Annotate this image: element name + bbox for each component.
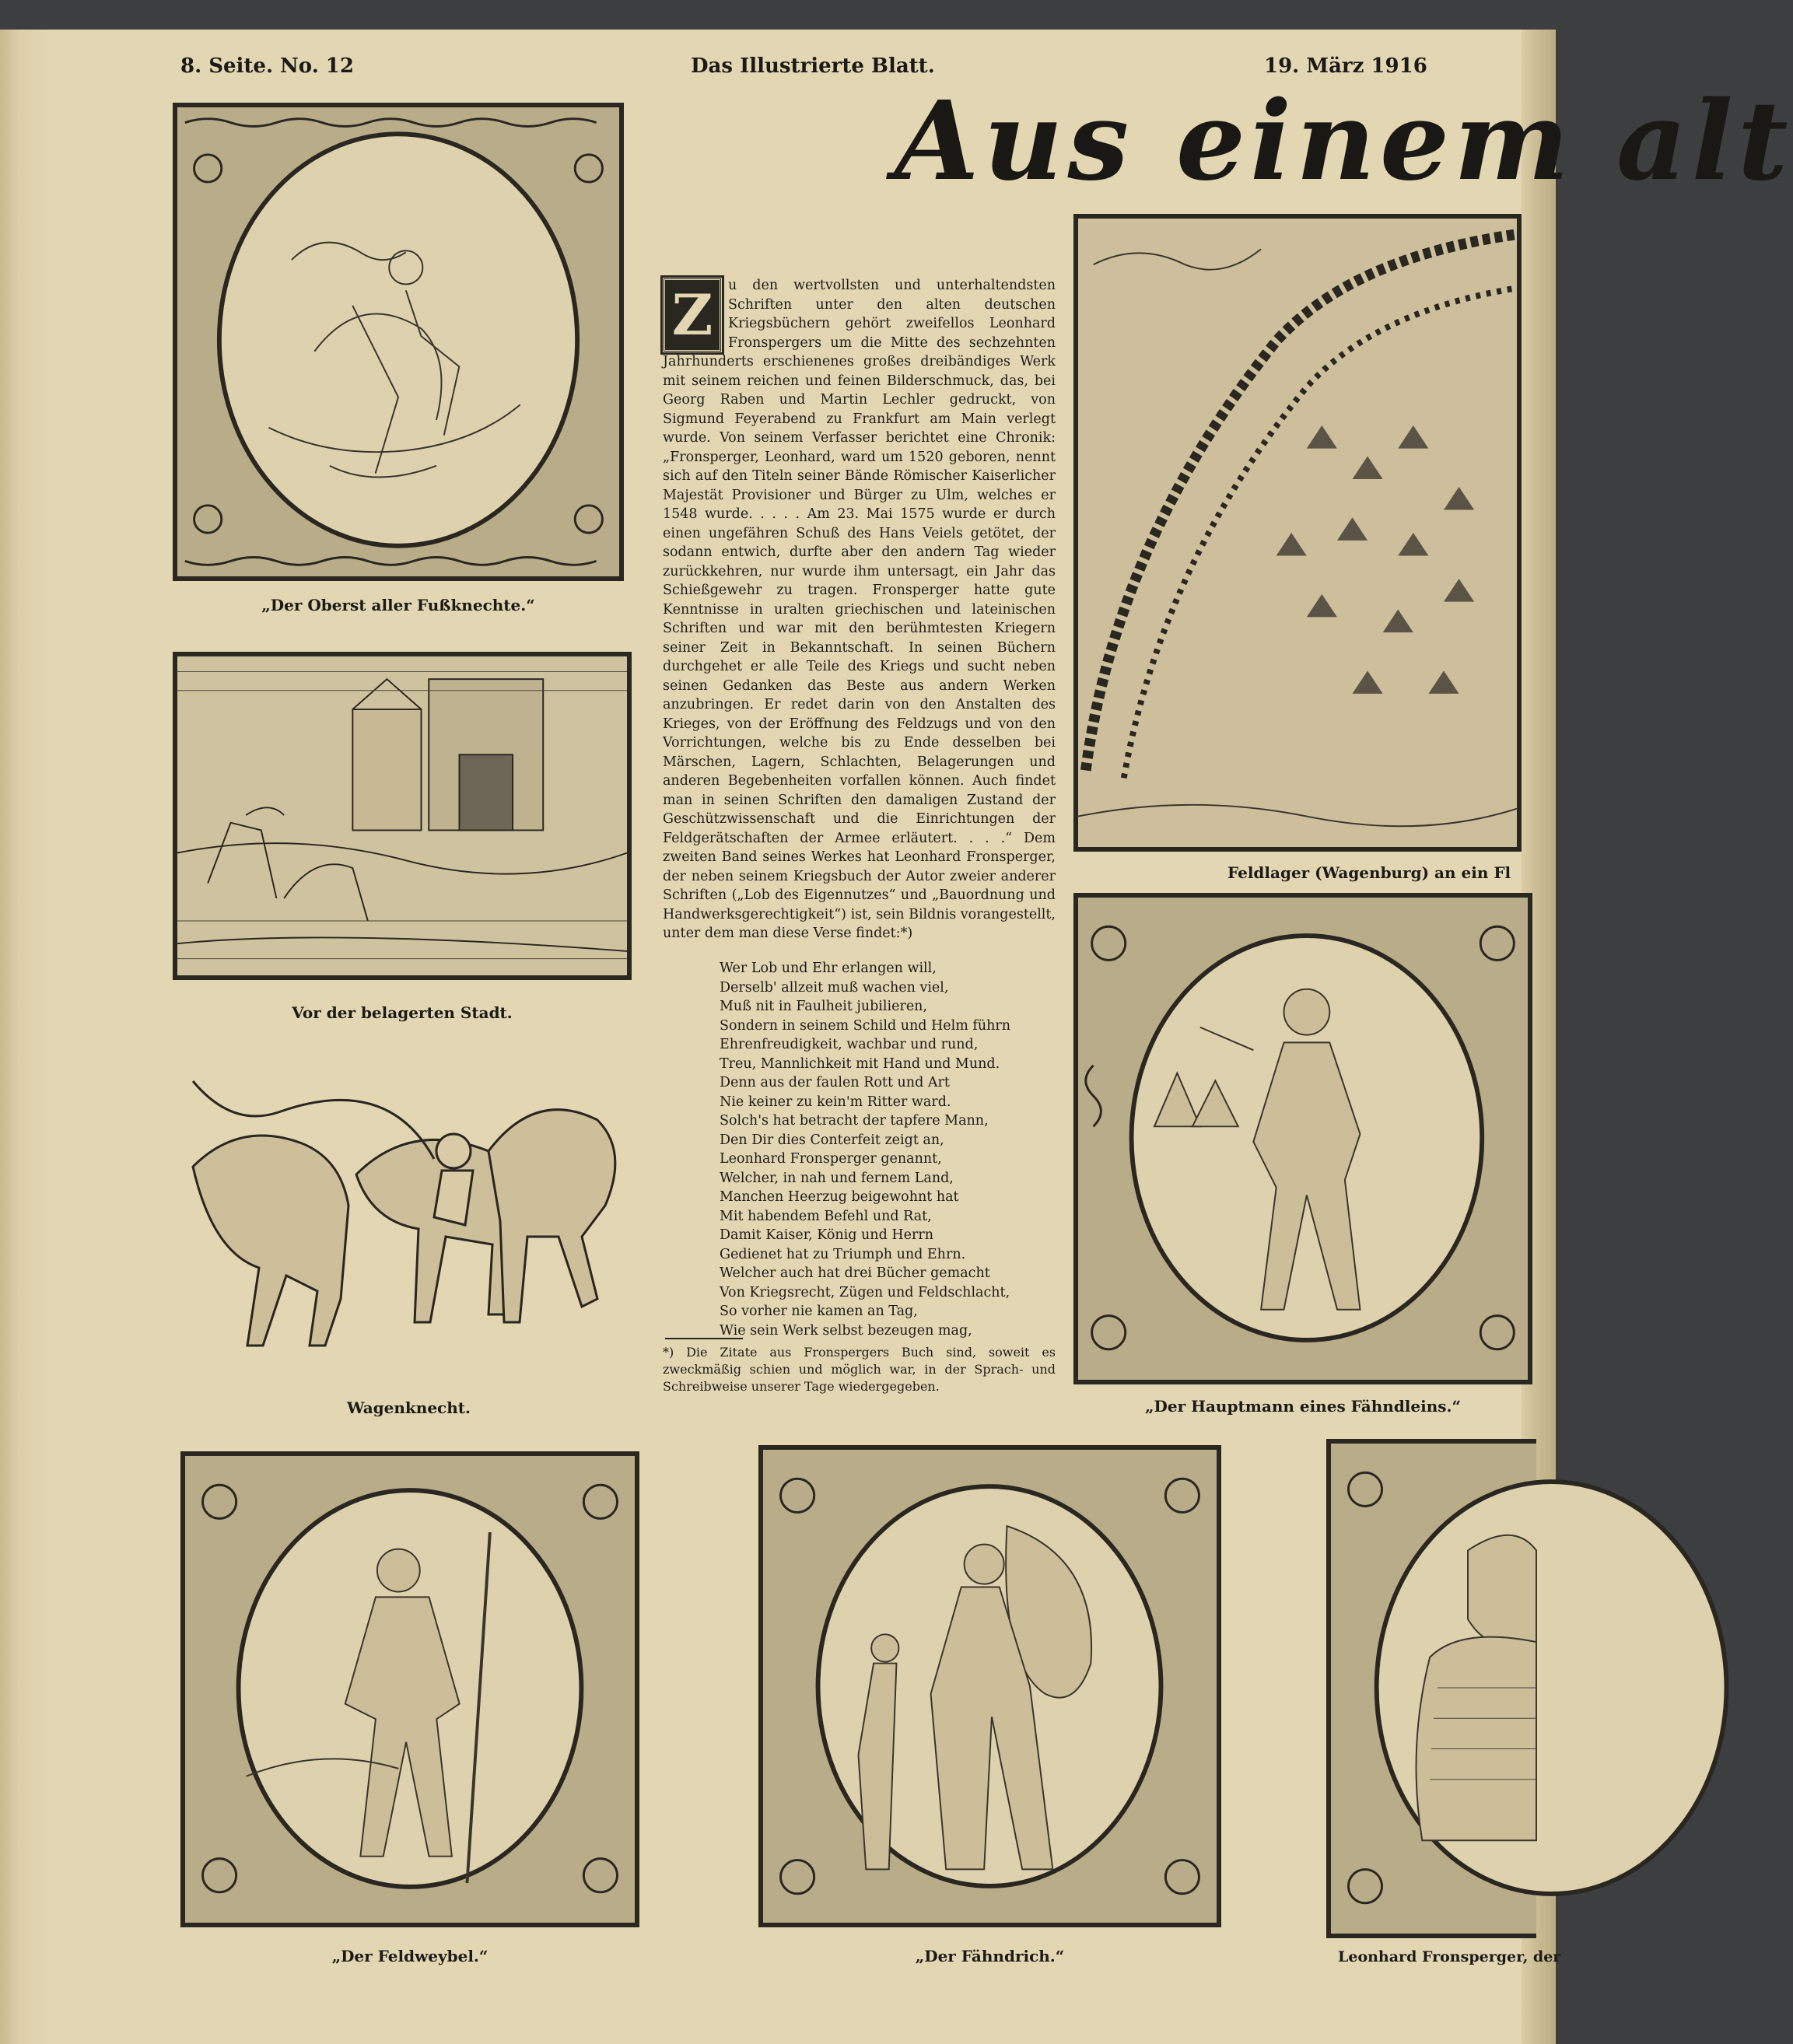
verse-line: Leonhard Fronsperger genannt,	[720, 1151, 942, 1167]
verse-line: Sondern in seinem Schild und Helm führn	[720, 1017, 1011, 1034]
verse-line: Welcher auch hat drei Bücher gemacht	[720, 1265, 990, 1281]
woodcut-hauptmann	[1073, 893, 1532, 1384]
footnote: *) Die Zitate aus Fronspergers Buch sind, soweit es zweckmäßig schien und möglich war, in der Sprach- und Schreibweise unserer Tage wiedergegeben.	[663, 1345, 1056, 1394]
verse-line: Denn aus der faulen Rott und Art	[720, 1075, 950, 1090]
verse-line: Von Kriegsrecht, Zügen und Feldschlacht,	[720, 1284, 1010, 1300]
article-title: Aus einem alt	[895, 78, 1793, 205]
page-number: 8. Seite. No. 12	[180, 54, 354, 78]
woodcut-faehndrich	[758, 1445, 1221, 1927]
issue-date: 19. März 1916	[1264, 54, 1427, 78]
verse-line: Treu, Mannlichkeit mit Hand und Mund.	[720, 1055, 1000, 1072]
woodcut-wagenknecht	[177, 1066, 640, 1377]
verse-line: Den Dir dies Conterfeit zeigt an,	[720, 1132, 944, 1148]
footnote-divider	[665, 1338, 743, 1339]
verse-line: Mit habendem Befehl und Rat,	[720, 1208, 932, 1224]
woodcut-feldweybel	[180, 1451, 639, 1927]
caption-faehndrich: „Der Fähndrich.“	[915, 1947, 1065, 1965]
article-body	[663, 276, 1056, 943]
verse-line: Damit Kaiser, König und Herrn	[720, 1227, 933, 1243]
caption-wagenknecht: Wagenknecht.	[347, 1398, 471, 1417]
verse-line: Gedienet hat zu Triumph und Ehrn.	[720, 1246, 966, 1262]
woodcut-fronsperger-portrait	[1326, 1439, 1536, 1938]
caption-oberst: „Der Oberst aller Fußknechte.“	[261, 596, 535, 614]
verse-line: Ehrenfreudigkeit, wachbar und rund,	[720, 1037, 979, 1052]
page-binding-edge	[0, 30, 48, 2044]
verse-line: Welcher, in nah und fernem Land,	[720, 1170, 954, 1186]
caption-feldlager: Feldlager (Wagenburg) an ein Fl	[1227, 863, 1511, 882]
verse-line: Manchen Heerzug beigewohnt hat	[720, 1189, 959, 1205]
masthead: Das Illustrierte Blatt.	[691, 54, 935, 78]
woodcut-belagerte-stadt	[173, 652, 632, 980]
drop-cap-initial: Z	[663, 278, 722, 352]
article-text: u den wertvollsten und unterhaltendsten Schriften unter den alten deutschen Kriegsbüchern gehört zweifellos Leonhard Fronspergers um die Mitte des sechzehnten Jahrhunderts erschienenes großes dreibändiges Werk mit seinem reichen und feinen Bilderschmuck, das, bei Georg Raben und Martin Lechler gedruckt, von Sigmund Feyerabend zu Frankfurt am Main verlegt wurde. Von seinem Verfasser berichtet eine Chronik: „Fronsperger, Leonhard, ward um 1520 geboren, nennt sich auf den Titeln seiner Bände Römischer Kaiserlicher Majestät Provisioner und Bürger zu Ulm, welches er 1548 wurde. . . . . Am 23. Mai 1575 wurde er durch einen ungefähren Schuß des Hans Veiels getötet, der sodann entwich, durfte aber den andern Tag wieder zurückkehren, nur wurde ihm untersagt, ein Jahr das Schießgewehr zu tragen. Fronsperger hatte gute Kenntnisse in uralten griechischen und lateinischen Schriften und war mit den berühmtesten Kriegern seiner Zeit in Bekanntschaft. In seinen Büchern durchgehet er alle Teile des Kriegs und sucht neben seinen Gedanken das Beste aus andern Werken anzubringen. Er redet darin von den Anstalten des Krieges, von der Eröffnung des Feldzugs und von den Vorrichtungen, welche bis zu Ende desselben bei Märschen, Lagern, Schlachten, Belagerungen und anderen Begebenheiten vorfallen können. Auch findet man in seinen Schriften den damaligen Zustand der Geschützwissenschaft und die Einrichtungen der Feldgerätschaften der Armee erläutert. . . .“ Dem zweiten Band seines Werkes hat Leonhard Fronsperger, der neben seinem Kriegsbuch der Autor zweier anderer Schriften („Lob des Eigennutzes“ und „Bauordnung und Handwerksgerechtigkeit“) ist, sein Bildnis vorangestellt, unter dem man diese Verse findet:*)	[663, 278, 1056, 941]
verse-line: Solch's hat betracht der tapfere Mann,	[720, 1113, 989, 1129]
caption-fronsperger: Leonhard Fronsperger, der	[1338, 1948, 1561, 1965]
woodcut-feldlager	[1073, 214, 1522, 852]
verse-line: Muß nit in Faulheit jubilieren,	[720, 999, 928, 1014]
verse-line: Wer Lob und Ehr erlangen will,	[720, 961, 937, 976]
verse-line: Wie sein Werk selbst bezeugen mag,	[720, 1322, 972, 1339]
woodcut-oberst	[173, 103, 624, 581]
caption-feldweybel: „Der Feldweybel.“	[331, 1947, 489, 1965]
verse-block	[720, 959, 1062, 1340]
caption-hauptmann: „Der Hauptmann eines Fähndleins.“	[1145, 1397, 1461, 1416]
verse-line: Nie keiner zu kein'm Ritter ward.	[720, 1094, 951, 1110]
verse-line: So vorher nie kamen an Tag,	[720, 1304, 918, 1319]
verse-line: Derselb' allzeit muß wachen viel,	[720, 979, 949, 996]
caption-belagerte-stadt: Vor der belagerten Stadt.	[292, 1003, 513, 1022]
